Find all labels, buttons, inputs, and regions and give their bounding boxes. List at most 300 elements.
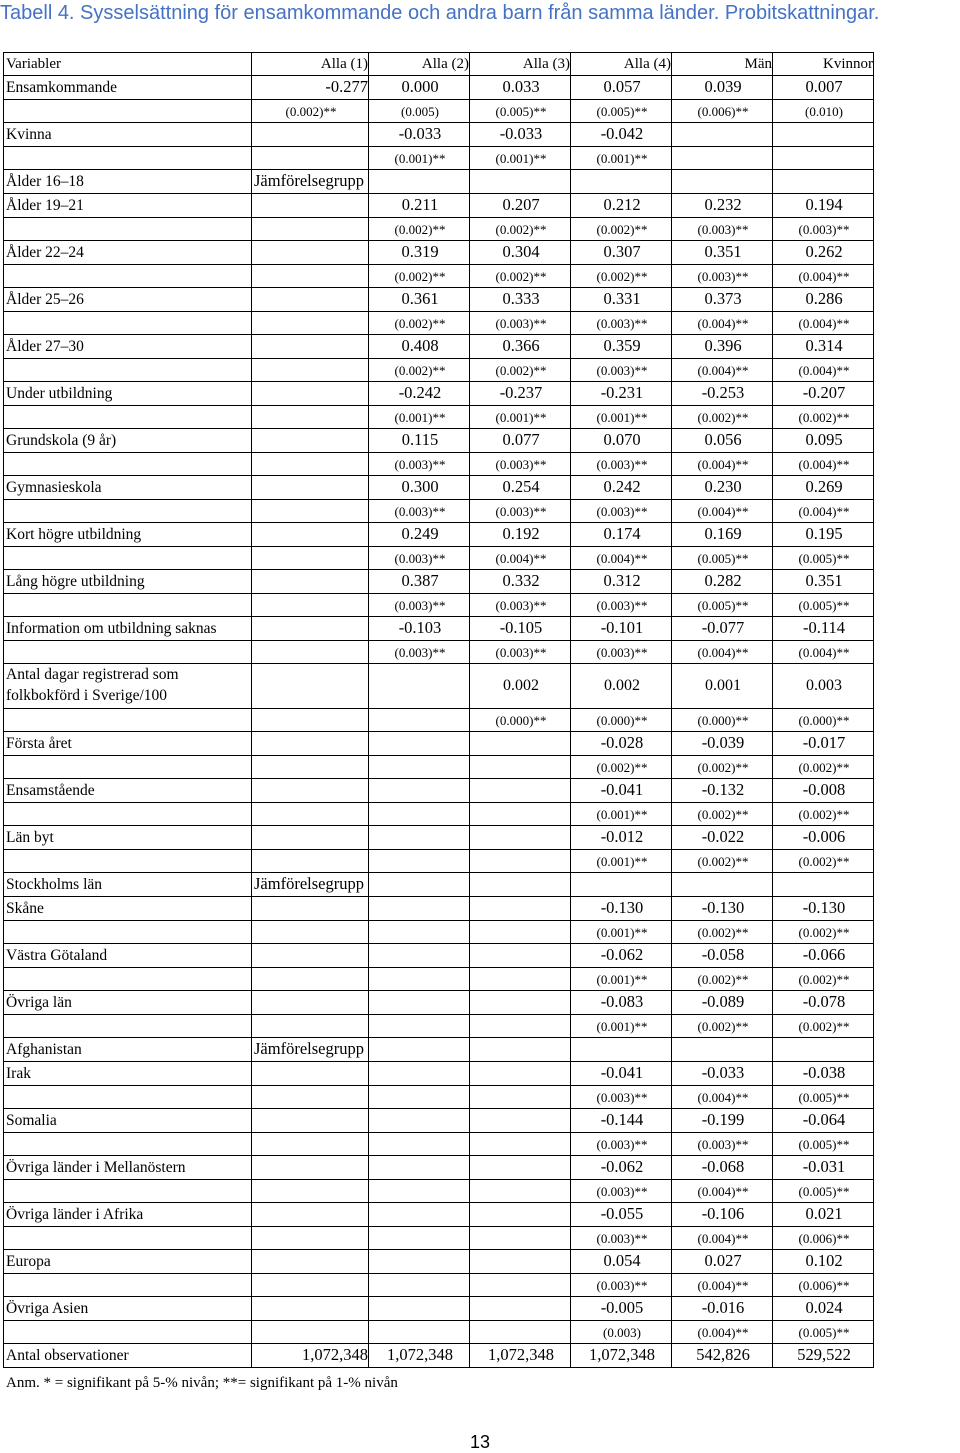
value-cell bbox=[470, 944, 571, 968]
value-cell bbox=[571, 1038, 672, 1062]
stderr-cell bbox=[470, 1274, 571, 1297]
row-label: Västra Götaland bbox=[4, 944, 252, 968]
value-cell bbox=[470, 873, 571, 897]
value-cell: 1,072,348 bbox=[470, 1344, 571, 1368]
value-cell: -0.039 bbox=[672, 732, 773, 756]
value-cell: -0.237 bbox=[470, 382, 571, 406]
table-row bbox=[4, 1038, 874, 1062]
value-cell bbox=[369, 897, 470, 921]
stderr-cell bbox=[252, 850, 369, 873]
stderr-cell bbox=[252, 1274, 369, 1297]
row-label: Ålder 16–18 bbox=[4, 170, 252, 194]
stderr-row bbox=[4, 709, 874, 732]
row-label: Kvinna bbox=[4, 123, 252, 147]
stderr-cell: (0.003)** bbox=[470, 641, 571, 664]
row-label: Skåne bbox=[4, 897, 252, 921]
value-cell bbox=[773, 1038, 874, 1062]
value-cell: 0.115 bbox=[369, 429, 470, 453]
value-cell: -0.277 bbox=[252, 76, 369, 100]
value-cell: 0.361 bbox=[369, 288, 470, 312]
stderr-cell: (0.000)** bbox=[672, 709, 773, 732]
value-cell: -0.041 bbox=[571, 1062, 672, 1086]
stderr-cell: (0.003)** bbox=[571, 1274, 672, 1297]
row-label bbox=[4, 594, 252, 617]
value-cell: 0.003 bbox=[773, 664, 874, 709]
row-label: Första året bbox=[4, 732, 252, 756]
table-row bbox=[4, 76, 874, 100]
value-cell: -0.253 bbox=[672, 382, 773, 406]
row-label: Europa bbox=[4, 1250, 252, 1274]
stderr-cell: (0.003)** bbox=[470, 594, 571, 617]
stderr-row bbox=[4, 265, 874, 288]
row-label: Övriga länder i Afrika bbox=[4, 1203, 252, 1227]
row-label bbox=[4, 709, 252, 732]
stderr-row bbox=[4, 594, 874, 617]
stderr-cell bbox=[470, 1321, 571, 1344]
stderr-cell bbox=[252, 1180, 369, 1203]
stderr-cell: (0.003)** bbox=[571, 312, 672, 335]
stderr-cell bbox=[252, 756, 369, 779]
stderr-cell bbox=[252, 921, 369, 944]
value-cell: 0.319 bbox=[369, 241, 470, 265]
value-cell bbox=[369, 826, 470, 850]
value-cell: -0.041 bbox=[571, 779, 672, 803]
stderr-row bbox=[4, 1180, 874, 1203]
value-cell: -0.105 bbox=[470, 617, 571, 641]
value-cell bbox=[470, 1109, 571, 1133]
stderr-cell: (0.001)** bbox=[571, 147, 672, 170]
value-cell bbox=[252, 429, 369, 453]
stderr-cell: (0.003)** bbox=[773, 218, 874, 241]
value-cell bbox=[369, 944, 470, 968]
stderr-cell: (0.002)** bbox=[252, 100, 369, 123]
stderr-cell: (0.002)** bbox=[773, 406, 874, 429]
stderr-cell: (0.005)** bbox=[773, 1321, 874, 1344]
table-row bbox=[4, 1297, 874, 1321]
stderr-cell bbox=[470, 1133, 571, 1156]
row-label bbox=[4, 850, 252, 873]
value-cell bbox=[369, 1203, 470, 1227]
value-cell bbox=[369, 873, 470, 897]
value-cell: 0.212 bbox=[571, 194, 672, 218]
stderr-cell: (0.002)** bbox=[672, 756, 773, 779]
stderr-cell: (0.003)** bbox=[571, 594, 672, 617]
stderr-cell: (0.001)** bbox=[369, 406, 470, 429]
table-row bbox=[4, 288, 874, 312]
stderr-cell: (0.004)** bbox=[672, 453, 773, 476]
table-row bbox=[4, 476, 874, 500]
stderr-row bbox=[4, 312, 874, 335]
stderr-cell: (0.003)** bbox=[571, 359, 672, 382]
stderr-cell bbox=[369, 921, 470, 944]
value-cell: 1,072,348 bbox=[571, 1344, 672, 1368]
value-cell bbox=[252, 523, 369, 547]
stderr-cell: (0.003)** bbox=[470, 500, 571, 523]
stderr-cell bbox=[252, 359, 369, 382]
value-cell bbox=[252, 779, 369, 803]
stderr-row bbox=[4, 921, 874, 944]
value-cell bbox=[252, 288, 369, 312]
stderr-cell: (0.005)** bbox=[773, 1180, 874, 1203]
value-cell bbox=[369, 1297, 470, 1321]
table-row bbox=[4, 779, 874, 803]
stderr-cell: (0.002)** bbox=[773, 756, 874, 779]
value-cell bbox=[470, 897, 571, 921]
row-label bbox=[4, 1227, 252, 1250]
reference-group-cell: Jämförelsegrupp bbox=[252, 170, 369, 194]
row-label bbox=[4, 218, 252, 241]
value-cell: -0.242 bbox=[369, 382, 470, 406]
row-label bbox=[4, 803, 252, 826]
stderr-cell: (0.004)** bbox=[672, 359, 773, 382]
value-cell bbox=[252, 123, 369, 147]
stderr-cell: (0.003)** bbox=[672, 265, 773, 288]
value-cell: 0.021 bbox=[773, 1203, 874, 1227]
stderr-cell bbox=[470, 1227, 571, 1250]
column-header: Män bbox=[672, 53, 773, 76]
stderr-cell bbox=[369, 1133, 470, 1156]
value-cell: -0.028 bbox=[571, 732, 672, 756]
stderr-cell: (0.005)** bbox=[773, 547, 874, 570]
stderr-cell bbox=[470, 1086, 571, 1109]
stderr-cell: (0.005)** bbox=[672, 547, 773, 570]
stderr-row bbox=[4, 803, 874, 826]
value-cell: -0.033 bbox=[672, 1062, 773, 1086]
stderr-cell: (0.002)** bbox=[470, 359, 571, 382]
value-cell bbox=[470, 732, 571, 756]
stderr-cell: (0.002)** bbox=[672, 406, 773, 429]
stderr-cell: (0.005)** bbox=[672, 594, 773, 617]
stderr-cell: (0.002)** bbox=[369, 265, 470, 288]
stderr-cell: (0.002)** bbox=[672, 803, 773, 826]
stderr-cell: (0.002)** bbox=[672, 850, 773, 873]
row-label bbox=[4, 406, 252, 429]
row-label bbox=[4, 968, 252, 991]
value-cell: -0.103 bbox=[369, 617, 470, 641]
value-cell bbox=[252, 570, 369, 594]
value-cell: 0.007 bbox=[773, 76, 874, 100]
stderr-cell bbox=[369, 968, 470, 991]
table-body bbox=[4, 53, 874, 1368]
stderr-cell: (0.002)** bbox=[773, 803, 874, 826]
stderr-cell: (0.004)** bbox=[773, 641, 874, 664]
row-label: Kort högre utbildning bbox=[4, 523, 252, 547]
value-cell: -0.199 bbox=[672, 1109, 773, 1133]
value-cell: -0.130 bbox=[773, 897, 874, 921]
row-label: Somalia bbox=[4, 1109, 252, 1133]
value-cell: 0.331 bbox=[571, 288, 672, 312]
value-cell: 0.194 bbox=[773, 194, 874, 218]
value-cell: 0.002 bbox=[571, 664, 672, 709]
value-cell: 0.095 bbox=[773, 429, 874, 453]
stderr-cell: (0.002)** bbox=[773, 1015, 874, 1038]
value-cell: -0.066 bbox=[773, 944, 874, 968]
stderr-cell bbox=[369, 1180, 470, 1203]
table-row bbox=[4, 170, 874, 194]
value-cell: 0.077 bbox=[470, 429, 571, 453]
value-cell bbox=[252, 1250, 369, 1274]
value-cell: -0.033 bbox=[369, 123, 470, 147]
stderr-cell: (0.002)** bbox=[369, 218, 470, 241]
stderr-cell: (0.002)** bbox=[773, 850, 874, 873]
table-row bbox=[4, 664, 874, 709]
stderr-cell: (0.005)** bbox=[773, 594, 874, 617]
value-cell: 0.351 bbox=[773, 570, 874, 594]
row-label: Övriga län bbox=[4, 991, 252, 1015]
stderr-cell bbox=[252, 1321, 369, 1344]
row-label: Övriga Asien bbox=[4, 1297, 252, 1321]
value-cell: 0.312 bbox=[571, 570, 672, 594]
table-row bbox=[4, 335, 874, 359]
stderr-cell: (0.003)** bbox=[571, 641, 672, 664]
stderr-cell bbox=[369, 1015, 470, 1038]
value-cell: 0.174 bbox=[571, 523, 672, 547]
value-cell bbox=[369, 1109, 470, 1133]
table-row bbox=[4, 732, 874, 756]
table-row bbox=[4, 617, 874, 641]
value-cell: 0.207 bbox=[470, 194, 571, 218]
table-row bbox=[4, 1203, 874, 1227]
stderr-row bbox=[4, 547, 874, 570]
value-cell bbox=[369, 991, 470, 1015]
stderr-cell: (0.003)** bbox=[672, 1133, 773, 1156]
stderr-cell: (0.003)** bbox=[571, 500, 672, 523]
value-cell: 0.387 bbox=[369, 570, 470, 594]
stderr-cell: (0.002)** bbox=[672, 968, 773, 991]
stderr-cell: (0.003)** bbox=[571, 1086, 672, 1109]
value-cell: 0.332 bbox=[470, 570, 571, 594]
stderr-cell: (0.004)** bbox=[773, 312, 874, 335]
stderr-cell: (0.003)** bbox=[571, 1227, 672, 1250]
value-cell bbox=[571, 873, 672, 897]
value-cell: 0.286 bbox=[773, 288, 874, 312]
row-label: Ålder 22–24 bbox=[4, 241, 252, 265]
table-row bbox=[4, 826, 874, 850]
stderr-cell bbox=[470, 1180, 571, 1203]
value-cell: 0.102 bbox=[773, 1250, 874, 1274]
value-cell: -0.089 bbox=[672, 991, 773, 1015]
value-cell: 0.033 bbox=[470, 76, 571, 100]
value-cell: 0.211 bbox=[369, 194, 470, 218]
value-cell: 542,826 bbox=[672, 1344, 773, 1368]
row-label: Övriga länder i Mellanöstern bbox=[4, 1156, 252, 1180]
value-cell bbox=[252, 382, 369, 406]
stderr-cell bbox=[369, 756, 470, 779]
stderr-row bbox=[4, 850, 874, 873]
stderr-cell bbox=[252, 500, 369, 523]
value-cell: 0.351 bbox=[672, 241, 773, 265]
value-cell: -0.062 bbox=[571, 944, 672, 968]
value-cell bbox=[252, 897, 369, 921]
stderr-cell: (0.000)** bbox=[571, 709, 672, 732]
value-cell bbox=[470, 1203, 571, 1227]
stderr-row bbox=[4, 359, 874, 382]
stderr-row bbox=[4, 147, 874, 170]
stderr-cell bbox=[252, 641, 369, 664]
stderr-cell bbox=[470, 756, 571, 779]
stderr-row bbox=[4, 1321, 874, 1344]
stderr-cell bbox=[252, 265, 369, 288]
value-cell: 0.070 bbox=[571, 429, 672, 453]
value-cell bbox=[369, 1156, 470, 1180]
stderr-cell: (0.010) bbox=[773, 100, 874, 123]
stderr-cell: (0.002)** bbox=[369, 359, 470, 382]
stderr-row bbox=[4, 453, 874, 476]
stderr-cell: (0.002)** bbox=[571, 756, 672, 779]
row-label: Län byt bbox=[4, 826, 252, 850]
value-cell: -0.077 bbox=[672, 617, 773, 641]
value-cell: -0.144 bbox=[571, 1109, 672, 1133]
value-cell bbox=[252, 732, 369, 756]
stderr-cell: (0.004)** bbox=[672, 312, 773, 335]
value-cell: 0.169 bbox=[672, 523, 773, 547]
stderr-cell: (0.003)** bbox=[369, 641, 470, 664]
stderr-cell: (0.003)** bbox=[672, 218, 773, 241]
row-label bbox=[4, 312, 252, 335]
stderr-cell bbox=[470, 803, 571, 826]
table-row bbox=[4, 1062, 874, 1086]
value-cell: -0.106 bbox=[672, 1203, 773, 1227]
row-label bbox=[4, 147, 252, 170]
value-cell: 0.027 bbox=[672, 1250, 773, 1274]
stderr-cell bbox=[470, 1015, 571, 1038]
row-label: Ensamstående bbox=[4, 779, 252, 803]
stderr-cell: (0.000)** bbox=[773, 709, 874, 732]
stderr-cell bbox=[470, 850, 571, 873]
value-cell: 0.002 bbox=[470, 664, 571, 709]
stderr-row bbox=[4, 1015, 874, 1038]
value-cell: -0.064 bbox=[773, 1109, 874, 1133]
stderr-cell: (0.004)** bbox=[672, 1086, 773, 1109]
stderr-cell bbox=[252, 218, 369, 241]
stderr-cell: (0.005) bbox=[369, 100, 470, 123]
row-label: Irak bbox=[4, 1062, 252, 1086]
stderr-cell: (0.002)** bbox=[773, 968, 874, 991]
stderr-row bbox=[4, 406, 874, 429]
row-label bbox=[4, 547, 252, 570]
value-cell: -0.012 bbox=[571, 826, 672, 850]
row-label: Ålder 25–26 bbox=[4, 288, 252, 312]
value-cell: -0.062 bbox=[571, 1156, 672, 1180]
value-cell bbox=[252, 1156, 369, 1180]
value-cell: 0.232 bbox=[672, 194, 773, 218]
table-row bbox=[4, 991, 874, 1015]
value-cell: -0.016 bbox=[672, 1297, 773, 1321]
value-cell: 0.056 bbox=[672, 429, 773, 453]
value-cell bbox=[252, 335, 369, 359]
row-label bbox=[4, 1086, 252, 1109]
stderr-row bbox=[4, 968, 874, 991]
row-label: Lång högre utbildning bbox=[4, 570, 252, 594]
value-cell bbox=[252, 476, 369, 500]
value-cell bbox=[470, 991, 571, 1015]
value-cell: 0.001 bbox=[672, 664, 773, 709]
stderr-cell: (0.003)** bbox=[571, 453, 672, 476]
value-cell bbox=[252, 1297, 369, 1321]
value-cell: 0.373 bbox=[672, 288, 773, 312]
stderr-row bbox=[4, 641, 874, 664]
value-cell: 0.304 bbox=[470, 241, 571, 265]
stderr-cell: (0.001)** bbox=[470, 406, 571, 429]
value-cell bbox=[773, 170, 874, 194]
stderr-cell bbox=[252, 1086, 369, 1109]
stderr-cell bbox=[369, 1274, 470, 1297]
stderr-cell: (0.004)** bbox=[773, 359, 874, 382]
value-cell bbox=[252, 194, 369, 218]
stderr-cell: (0.004)** bbox=[672, 1180, 773, 1203]
stderr-cell: (0.001)** bbox=[571, 406, 672, 429]
stderr-cell: (0.001)** bbox=[571, 968, 672, 991]
value-cell bbox=[369, 664, 470, 709]
stderr-cell: (0.004)** bbox=[672, 641, 773, 664]
row-label bbox=[4, 921, 252, 944]
value-cell bbox=[252, 1203, 369, 1227]
stderr-cell: (0.002)** bbox=[571, 218, 672, 241]
column-header: Alla (4) bbox=[571, 53, 672, 76]
stderr-cell bbox=[252, 406, 369, 429]
stderr-cell: (0.006)** bbox=[773, 1274, 874, 1297]
stderr-cell: (0.004)** bbox=[470, 547, 571, 570]
stderr-cell bbox=[672, 147, 773, 170]
stderr-cell: (0.001)** bbox=[571, 921, 672, 944]
stderr-cell: (0.002)** bbox=[672, 1015, 773, 1038]
value-cell: 0.300 bbox=[369, 476, 470, 500]
value-cell: -0.207 bbox=[773, 382, 874, 406]
stderr-cell: (0.002)** bbox=[470, 218, 571, 241]
value-cell bbox=[252, 617, 369, 641]
reference-group-cell: Jämförelsegrupp bbox=[252, 1038, 369, 1062]
value-cell bbox=[672, 123, 773, 147]
table-note: Anm. * = signifikant på 5-% nivån; **= signifikant på 1-% nivån bbox=[6, 1375, 398, 1391]
stderr-cell: (0.001)** bbox=[571, 803, 672, 826]
value-cell bbox=[470, 779, 571, 803]
value-cell: -0.132 bbox=[672, 779, 773, 803]
table-row bbox=[4, 1344, 874, 1368]
stderr-cell bbox=[369, 709, 470, 732]
value-cell: -0.130 bbox=[571, 897, 672, 921]
stderr-cell: (0.004)** bbox=[773, 265, 874, 288]
value-cell: -0.058 bbox=[672, 944, 773, 968]
value-cell bbox=[470, 1297, 571, 1321]
value-cell bbox=[470, 826, 571, 850]
value-cell: 0.254 bbox=[470, 476, 571, 500]
stderr-cell: (0.002)** bbox=[672, 921, 773, 944]
stderr-cell bbox=[369, 1086, 470, 1109]
row-label: Antal dagar registrerad som folkbokförd i Sverige/100 bbox=[4, 664, 252, 709]
stderr-cell bbox=[369, 850, 470, 873]
row-label bbox=[4, 641, 252, 664]
table-row bbox=[4, 241, 874, 265]
stderr-cell bbox=[252, 547, 369, 570]
value-cell: 0.262 bbox=[773, 241, 874, 265]
stderr-cell: (0.004)** bbox=[672, 500, 773, 523]
stderr-cell: (0.001)** bbox=[571, 850, 672, 873]
stderr-cell: (0.003)** bbox=[470, 453, 571, 476]
value-cell bbox=[252, 944, 369, 968]
value-cell bbox=[252, 241, 369, 265]
value-cell: -0.130 bbox=[672, 897, 773, 921]
stderr-cell bbox=[252, 1227, 369, 1250]
stderr-cell: (0.005)** bbox=[571, 100, 672, 123]
stderr-cell: (0.002)** bbox=[470, 265, 571, 288]
value-cell: -0.078 bbox=[773, 991, 874, 1015]
table-row bbox=[4, 873, 874, 897]
value-cell: 0.269 bbox=[773, 476, 874, 500]
value-cell: 0.039 bbox=[672, 76, 773, 100]
row-label: Ensamkommande bbox=[4, 76, 252, 100]
column-header: Kvinnor bbox=[773, 53, 874, 76]
stderr-row bbox=[4, 100, 874, 123]
